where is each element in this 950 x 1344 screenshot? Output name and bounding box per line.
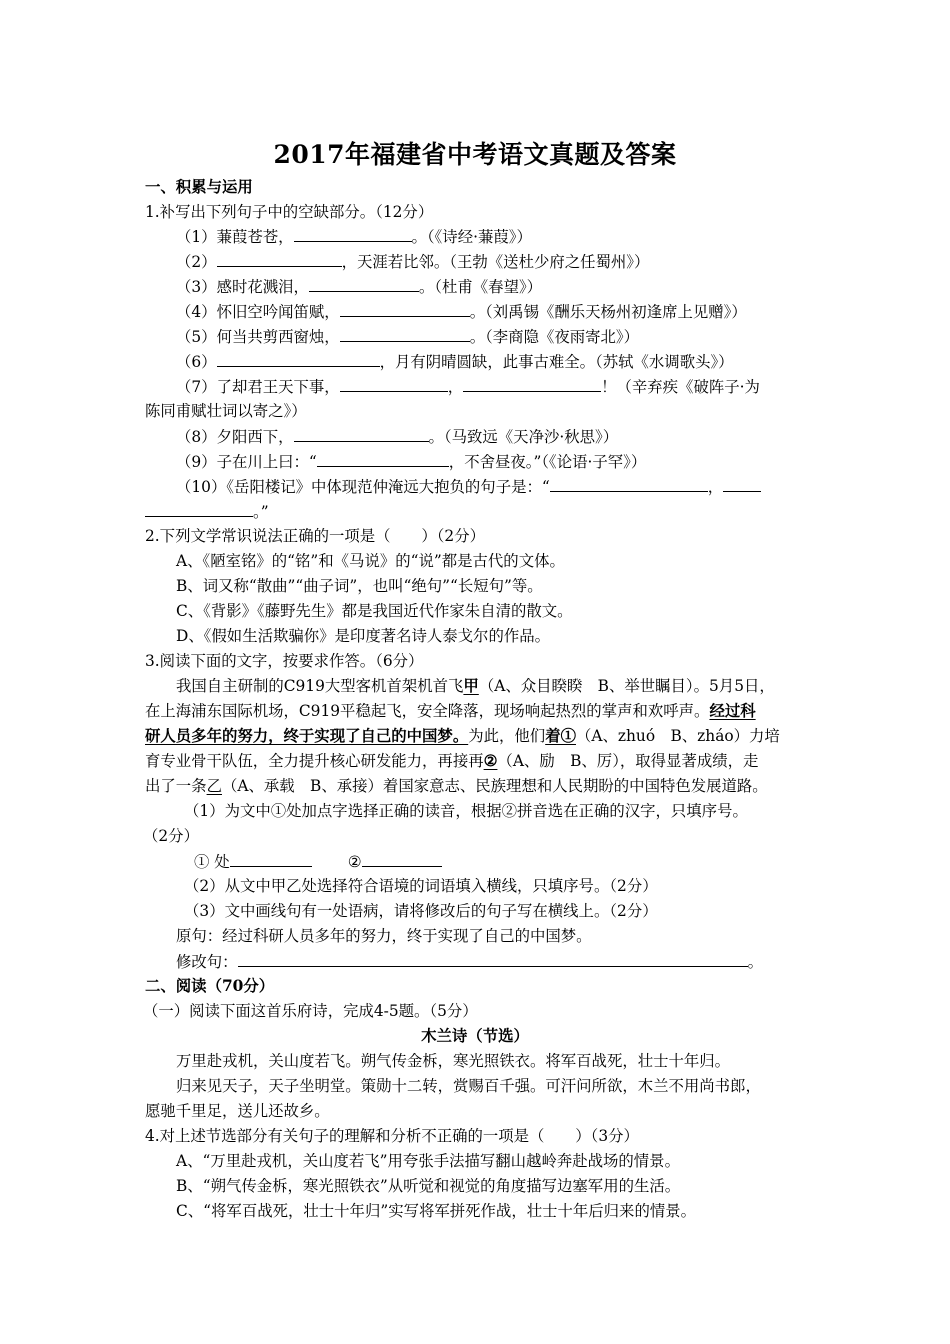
revised-sentence-line <box>176 951 763 972</box>
original-sentence: 原句：经过科研人员多年的努力，终于实现了自己的中国梦。 <box>176 927 592 945</box>
underlined-sentence: 经过科 <box>709 702 756 720</box>
item-text: 。（李商隐《夜雨寄北》） <box>469 328 639 346</box>
poem-line: 万里赴戎机，关山度若飞。朔气传金柝，寒光照铁衣。将军百战死，壮士十年归。 <box>176 1052 731 1070</box>
fill-item <box>145 501 269 522</box>
fill-item <box>176 276 542 297</box>
item-text: ，月有阴晴圆缺，此事古难全。（苏轼《水调歌头》） <box>379 353 734 371</box>
item-text: 。（刘禹锡《酬乐天杨州初逢席上见赠》） <box>469 303 747 321</box>
answer-blank[interactable] <box>550 476 708 492</box>
passage-text: （A、承载 B、承接）着国家意志、民族理想和人民期盼的中国特色发展道路。 <box>221 777 768 795</box>
answer-blank[interactable] <box>294 426 429 442</box>
passage-text: 出了一条 <box>145 777 207 795</box>
answer-blank[interactable] <box>463 376 601 392</box>
poem-line: 愿驰千里足，送儿还故乡。 <box>145 1102 330 1120</box>
question-stem: 4.对上述节选部分有关句子的理解和分析不正确的一项是（ ）（3分） <box>145 1127 639 1145</box>
item-text: （1）蒹葭苍苍， <box>176 228 294 246</box>
reading-intro: （一）阅读下面这首乐府诗，完成4-5题。（5分） <box>143 1002 478 1020</box>
section-heading: 二、阅读（70分） <box>145 977 275 995</box>
passage-text: （A、励 B、厉），取得显著成绩，走 <box>497 752 759 770</box>
fill-item-continuation: 陈同甫赋壮词以寄之》） <box>145 402 307 420</box>
fill-item <box>176 451 646 472</box>
page-title: 2017年福建省中考语文真题及答案 <box>273 140 677 169</box>
option-a: A、“万里赴戎机，关山度若飞”用夸张手法描写翻山越岭奔赴战场的情景。 <box>176 1152 680 1170</box>
option-c: C、《背影》《藤野先生》都是我国近代作家朱自清的散文。 <box>176 602 573 620</box>
blank-marker-yi: 乙 <box>206 777 222 795</box>
question-stem: 3.阅读下面的文字，按要求作答。（6分） <box>145 652 424 670</box>
answer-blank[interactable] <box>723 476 761 492</box>
sub-question: （3）文中画线句有一处语病，请将修改后的句子写在横线上。（2分） <box>184 902 658 920</box>
answer-blank[interactable] <box>230 851 312 867</box>
passage-text: 我国自主研制的C919大型客机首架机首飞 <box>176 677 464 695</box>
answer-blank[interactable] <box>309 276 419 292</box>
answer-blank[interactable] <box>238 951 748 967</box>
fill-item <box>176 226 532 247</box>
item-text: 。（杜甫《春望》） <box>418 278 543 296</box>
fill-item <box>176 476 761 497</box>
passage-line <box>145 701 756 721</box>
answer-blank[interactable] <box>340 326 470 342</box>
fill-item <box>176 301 747 322</box>
item-text: （10）《岳阳楼记》中体现范仲淹远大抱负的句子是：“ <box>176 478 550 496</box>
fill-item <box>176 351 734 372</box>
marker-1: 着① <box>545 727 576 745</box>
item-text: 。” <box>253 503 269 521</box>
fill-item <box>176 326 639 347</box>
item-text: 。 <box>747 953 763 971</box>
question-stem: 2.下列文学常识说法正确的一项是（ ）（2分） <box>145 527 485 545</box>
item-text: ， <box>447 378 464 396</box>
passage-text: 在上海浦东国际机场，C919平稳起飞，安全降落，现场响起热烈的掌声和欢呼声。 <box>145 702 710 720</box>
question-stem: 1.补写出下列句子中的空缺部分。（12分） <box>145 203 434 221</box>
passage-text: （A、众目睽睽 B、举世瞩目）。5月5日， <box>478 677 775 695</box>
item-text: （2） <box>176 253 217 271</box>
revised-label: 修改句： <box>176 953 238 971</box>
fill-item <box>176 251 649 272</box>
blank-marker-jia: 甲 <box>463 677 479 695</box>
passage-line <box>176 676 775 696</box>
passage-line <box>145 776 768 796</box>
fill-item <box>176 426 618 447</box>
item-text: （5）何当共剪西窗烛， <box>176 328 340 346</box>
item-text: 。（马致远《天净沙·秋思》） <box>428 428 619 446</box>
option-c: C、“将军百战死，壮士十年归”实写将军拼死作战，壮士十年后归来的情景。 <box>176 1202 697 1220</box>
item-text: （8）夕阳西下， <box>176 428 294 446</box>
option-b: B、“朔气传金柝，寒光照铁衣”从听觉和视觉的角度描写边塞军用的生活。 <box>176 1177 681 1195</box>
option-a: A、《陋室铭》的“铭”和《马说》的“说”都是古代的文体。 <box>176 552 565 570</box>
passage-text: （A、zhuó B、zháo）力培 <box>575 727 780 745</box>
item-text: （3）感时花溅泪， <box>176 278 309 296</box>
marker-2: ② <box>483 752 498 770</box>
answer-blank[interactable] <box>217 251 342 267</box>
passage-line <box>145 726 780 746</box>
section-heading: 一、积累与运用 <box>145 178 253 196</box>
answer-blank[interactable] <box>217 351 380 367</box>
option-d: D、《假如生活欺骗你》是印度著名诗人泰戈尔的作品。 <box>176 627 551 645</box>
item-text: （6） <box>176 353 217 371</box>
item-text: ，天涯若比邻。（王勃《送杜少府之任蜀州》） <box>341 253 650 271</box>
fill-item <box>176 376 760 397</box>
sub-question: （1）为文中①处加点字选择正确的读音，根据②拼音选在正确的汉字，只填序号。 <box>184 802 748 820</box>
passage-line <box>145 751 758 771</box>
answer-line <box>194 851 442 872</box>
poem-title: 木兰诗（节选） <box>421 1027 529 1045</box>
answer-blank[interactable] <box>317 451 449 467</box>
passage-text: 育专业骨干队伍，全力提升核心研发能力，再接再 <box>145 752 484 770</box>
option-b: B、词又称“散曲”“曲子词”，也叫“绝句”“长短句”等。 <box>176 577 543 595</box>
underlined-sentence: 研人员多年的努力，终于实现了自己的中国梦。 <box>145 727 469 745</box>
item-text: ，不舍昼夜。”（《论语·子罕》） <box>448 453 647 471</box>
answer-blank[interactable] <box>294 226 412 242</box>
item-text: ， <box>707 478 724 496</box>
item-text: 。（《诗经·蒹葭》） <box>411 228 532 246</box>
sub-question: （2）从文中甲乙处选择符合语境的词语填入横线，只填序号。（2分） <box>184 877 658 895</box>
poem-line: 归来见天子，天子坐明堂。策勋十二转，赏赐百千强。可汗问所欲，木兰不用尚书郎， <box>176 1077 761 1095</box>
item-text: （9）子在川上曰：“ <box>176 453 317 471</box>
blank-label: ① 处 <box>194 853 230 871</box>
item-text: （4）怀旧空吟闻笛赋， <box>176 303 340 321</box>
answer-blank[interactable] <box>340 376 448 392</box>
answer-blank[interactable] <box>362 851 442 867</box>
item-text: ！（辛弃疾《破阵子·为 <box>601 378 760 396</box>
answer-blank[interactable] <box>340 301 470 317</box>
blank-label: ② <box>347 853 362 871</box>
sub-question-continuation: （2分） <box>143 827 199 845</box>
item-text: （7）了却君王天下事， <box>176 378 340 396</box>
passage-text: 为此，他们 <box>468 727 546 745</box>
answer-blank[interactable] <box>145 501 253 517</box>
